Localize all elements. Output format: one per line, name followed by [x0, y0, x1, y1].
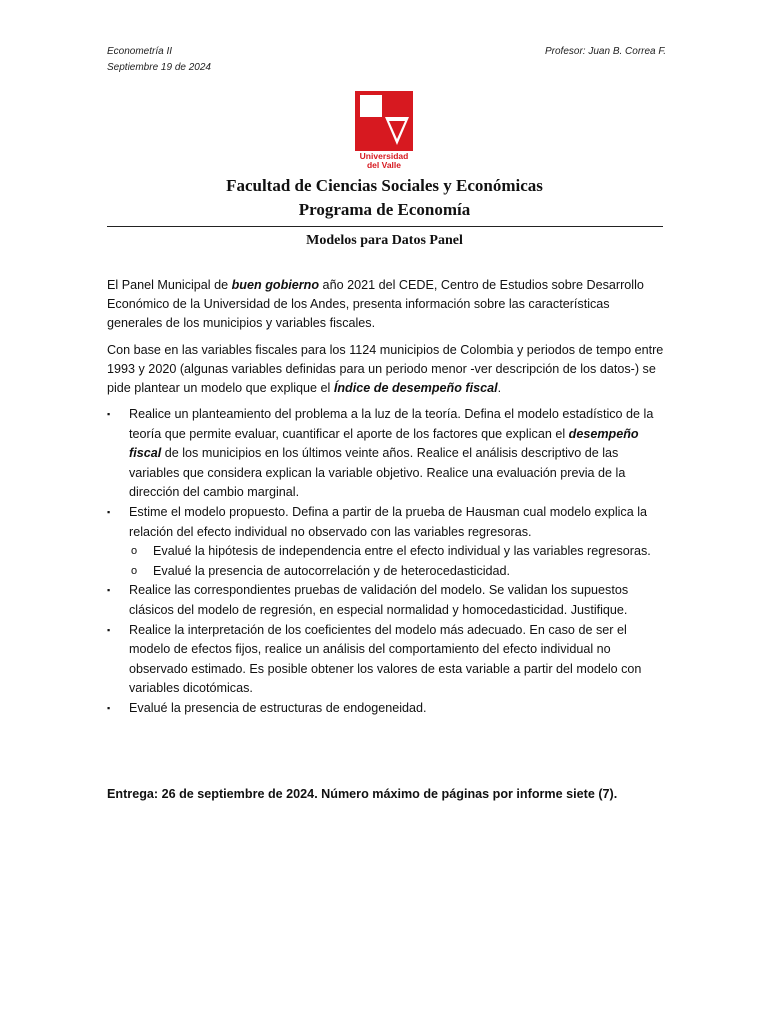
logo-wordmark: [340, 152, 428, 170]
item4-text: Realice la interpretación de los coeficientes del modelo más adecuado. En caso de ser el modelo de efectos fijos, realice un análisis del comportamiento del efecto individual no observado estimado. Es posible obtener los valores de esta variable a partir del modelo con variables dicotómicas.: [129, 622, 642, 696]
title-divider: [107, 226, 663, 227]
item1-text-c: de los municipios en los últimos veinte años. Realice el análisis descriptivo de las variables que considera explican la variable objetivo. Realice una evaluación previa de la dirección del cambio marginal.: [129, 446, 626, 500]
item2-sub1-text: Evalué la hipótesis de independencia entre el efecto individual y las variables regresoras.: [153, 544, 651, 559]
bullet-icon: ▪: [107, 624, 111, 635]
item5-text: Evalué la presencia de estructuras de endogeneidad.: [129, 700, 427, 715]
logo-line2: del Valle: [366, 160, 402, 170]
bullet-icon: ▪: [107, 585, 111, 596]
circle-bullet-icon: o: [131, 545, 138, 558]
sub-list-item: [107, 562, 667, 582]
program-title: Programa de Economía: [298, 200, 471, 219]
task-text-a: Con base en las variables fiscales para los 1124 municipios de Colombia y periodos de tempo entre 1993 y 2020 (algunas variables definidas para un periodo menor -ver descripción de los datos-) se pide plantear un modelo que explique el: [107, 343, 664, 395]
course-name: Econometría II: [107, 46, 173, 57]
list-item: [107, 503, 667, 542]
faculty-title: Facultad de Ciencias Sociales y Económicas: [226, 176, 543, 195]
document-subtitle: Modelos para Datos Panel: [306, 233, 463, 248]
professor-name: Profesor: Juan B. Correa F.: [545, 46, 666, 57]
list-item: [107, 699, 667, 719]
list-item: [107, 621, 667, 699]
intro-text-a: El Panel Municipal de: [107, 278, 232, 292]
item1-text-a: Realice un planteamiento del problema a la luz de la teoría. Defina el modelo estadístico de la teoría que permite evaluar, cuantificar el aporte de los factores que explican el: [129, 407, 654, 441]
header-left: [107, 44, 211, 76]
logo-line1: Universidad: [359, 151, 409, 161]
item1-emphasis: desempeño fiscal: [129, 426, 639, 461]
document-date: Septiembre 19 de 2024: [107, 62, 211, 73]
intro-text-c: año 2021 del CEDE, Centro de Estudios sobre Desarrollo Económico de la Universidad de los Andes, presenta información sobre las características generales de los municipios y variables fiscales.: [107, 278, 644, 330]
bullet-icon: ▪: [107, 702, 111, 713]
task-text-c: .: [497, 381, 502, 395]
circle-bullet-icon: o: [131, 564, 138, 577]
bullet-icon: ▪: [107, 506, 111, 517]
delivery-note: Entrega: 26 de septiembre de 2024. Número máximo de páginas por informe siete (7).: [107, 787, 618, 801]
list-item: [107, 405, 667, 503]
task-emphasis: Índice de desempeño fiscal: [333, 381, 498, 395]
sub-list-item: [107, 542, 667, 562]
item3-text: Realice las correspondientes pruebas de validación del modelo. Se validan los supuestos clásicos del modelo de regresión, en especial normalidad y homocedasticidad. Justifique.: [129, 583, 629, 617]
item2-sub2-text: Evalué la presencia de autocorrelación y de heterocedasticidad.: [153, 563, 511, 578]
list-item: [107, 581, 667, 620]
instructions-list: [107, 405, 667, 719]
intro-emphasis: buen gobierno: [231, 278, 320, 292]
intro-paragraph: [107, 276, 667, 333]
univalle-emblem-icon: [355, 91, 413, 151]
item2-text: Estime el modelo propuesto. Defina a partir de la prueba de Hausman cual modelo explica la relación del efecto individual no observado con las variables regresoras.: [129, 504, 648, 539]
task-paragraph: [107, 341, 667, 398]
bullet-icon: ▪: [107, 409, 111, 419]
